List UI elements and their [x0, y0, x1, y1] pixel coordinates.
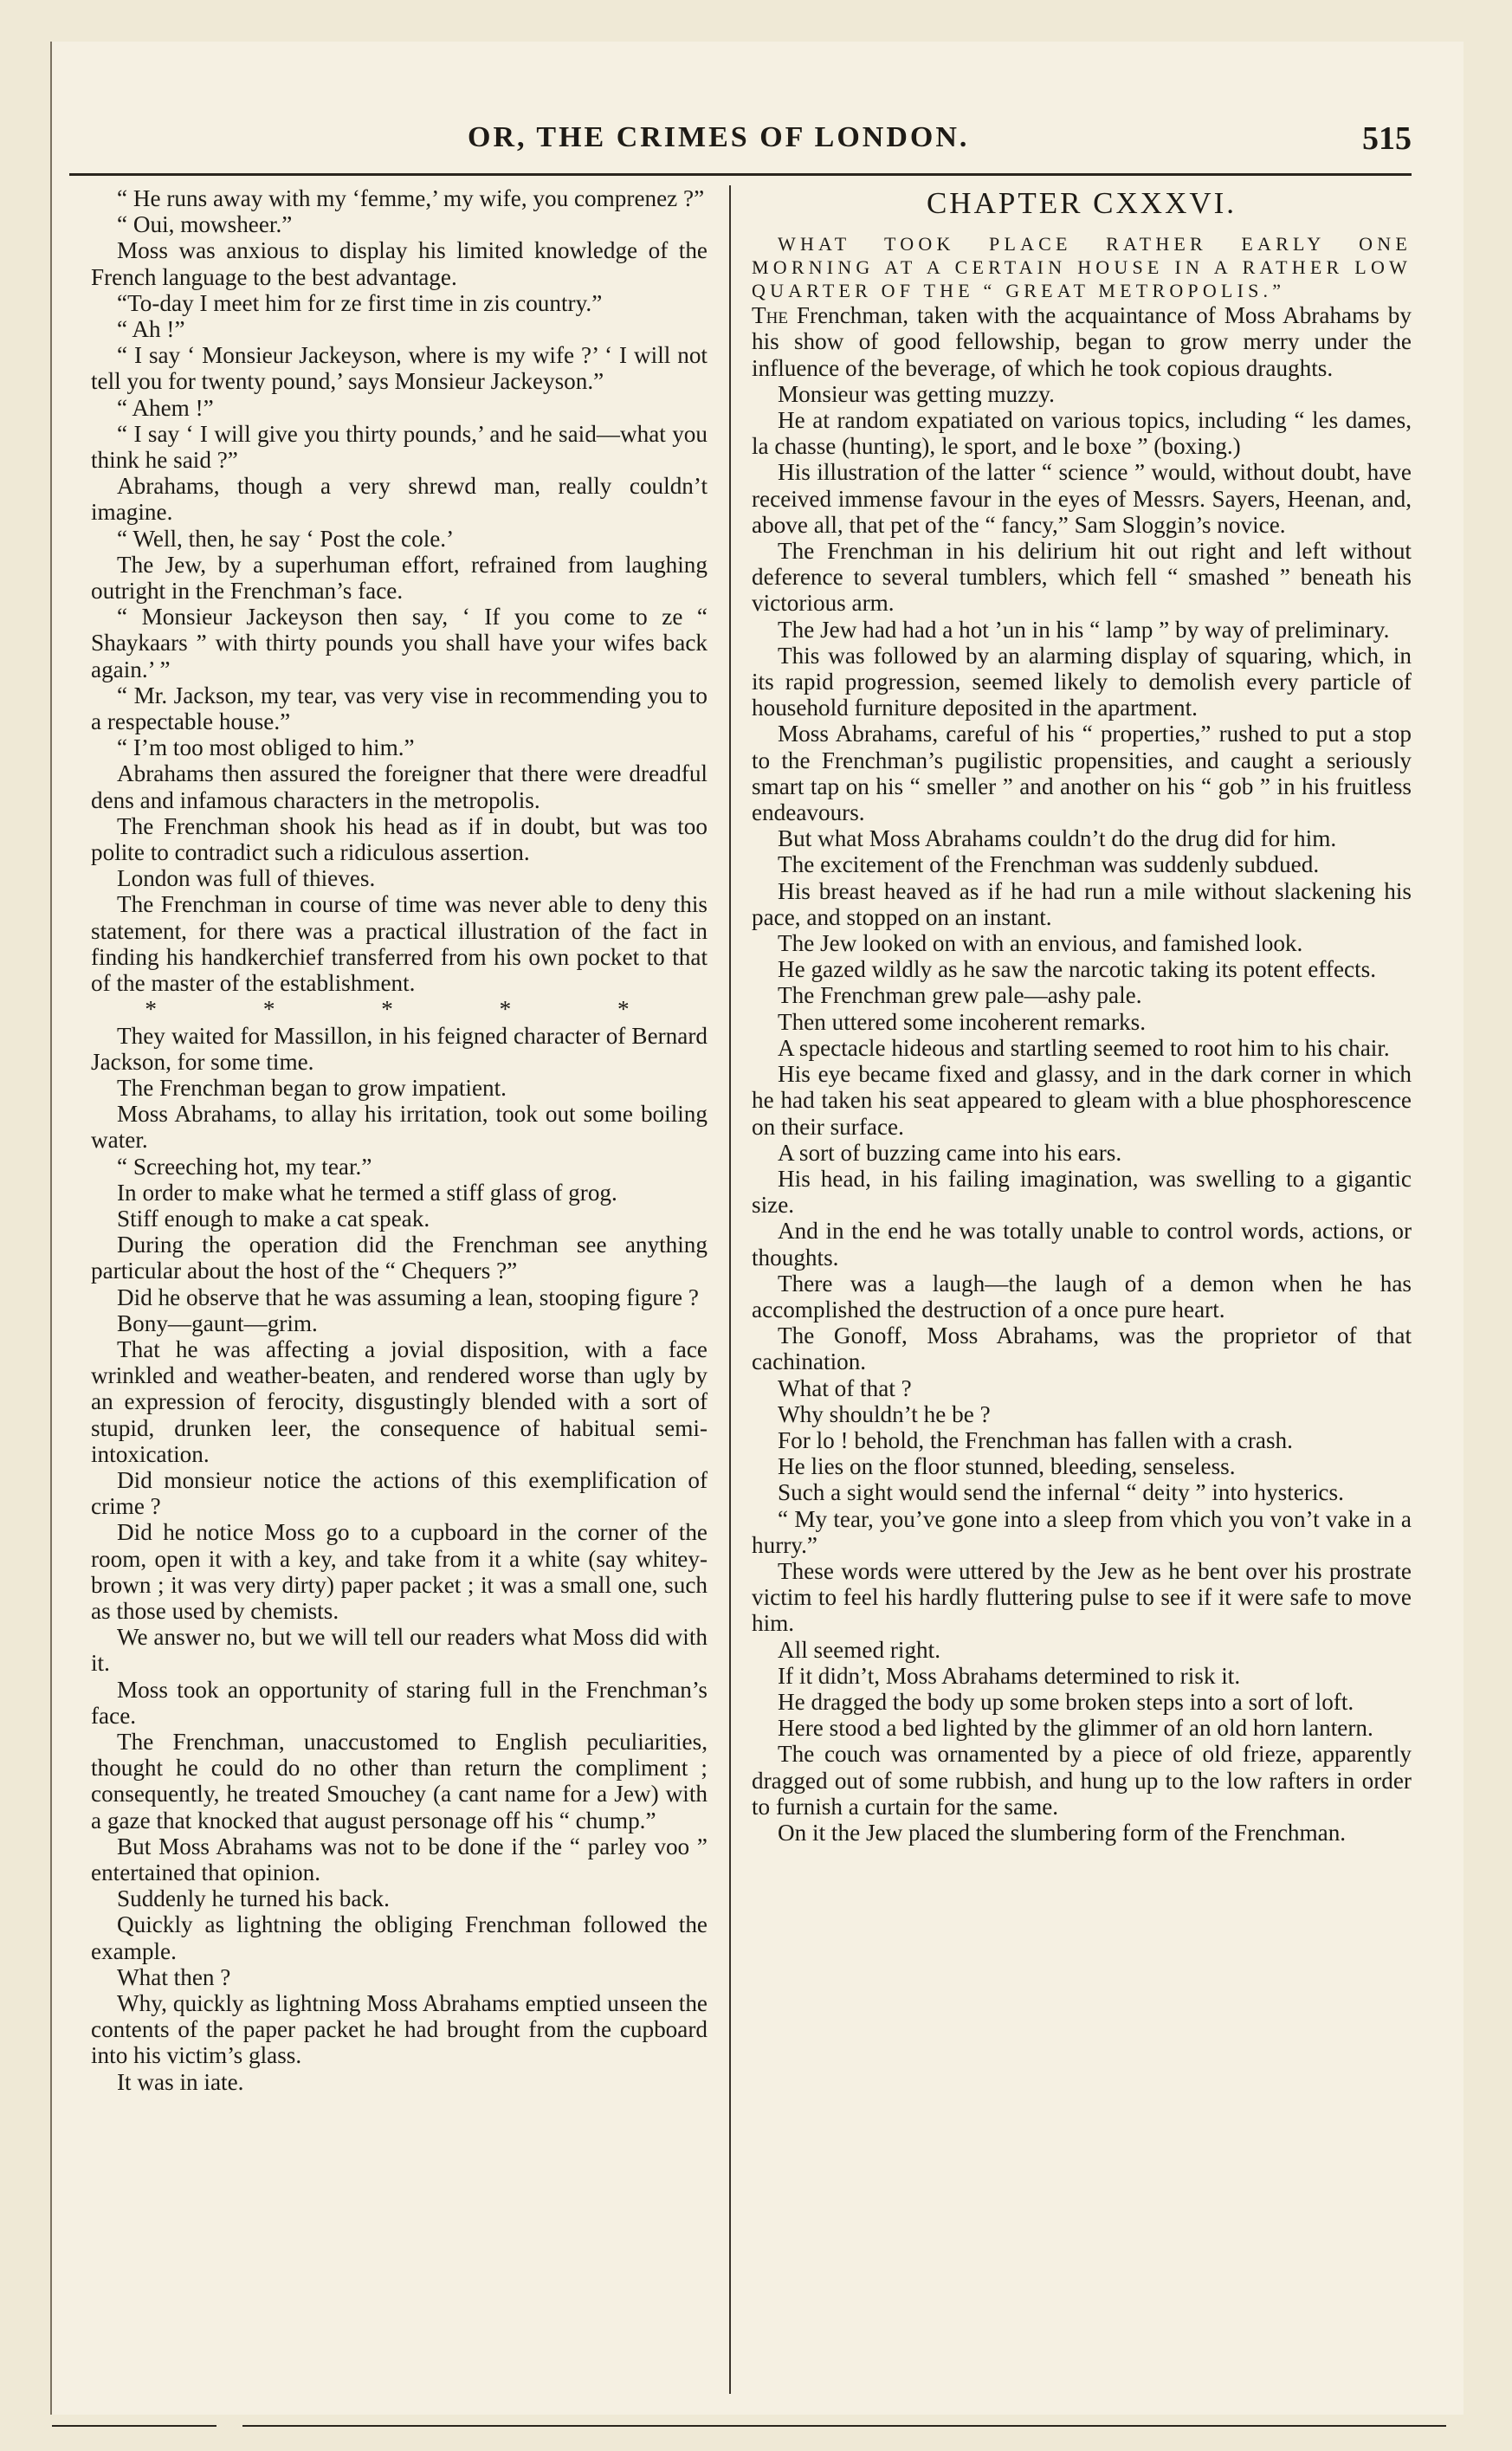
paragraph: They waited for Massillon, in his feigned character of Bernard Jackson, for some time. [91, 1022, 708, 1075]
paragraph: His illustration of the latter “ science ” would, without doubt, have received immense favour in the eyes of Messrs. Sayers, Heenan, and, above all, that pet of the “ fancy,” Sam Sloggin’s novice. [752, 459, 1412, 538]
paragraph: Suddenly he turned his back. [117, 1885, 390, 1912]
paragraph: Then uttered some incoherent remarks. [778, 1008, 1147, 1035]
paragraph: “ Ahem !” [117, 394, 214, 421]
paragraph: But Moss Abrahams was not to be done if the “ parley voo ” entertained that opinion. [91, 1833, 708, 1885]
paragraph: This was followed by an alarming display of squaring, which, in its rapid progression, seemed likely to demolish every particle of household furniture deposited in the apartment. [752, 642, 1412, 721]
paragraph: Here stood a bed lighted by the glimmer of an old horn lantern. [778, 1715, 1373, 1742]
paragraph: “ I say ‘ I will give you thirty pounds,’ and he said—what you think he said ?” [91, 420, 708, 474]
paragraph: London was full of thieves. [117, 865, 376, 892]
paragraph: “ Mr. Jackson, my tear, vas very vise in recommending you to a respectable house.” [91, 682, 708, 735]
paragraph: A spectacle hideous and startling seemed to root him to his chair. [778, 1034, 1390, 1061]
paragraph: He at random expatiated on various topics, including “ les dames, la chasse (hunting), le sport, and le boxe ” (boxing.) [752, 407, 1412, 460]
paragraph: He gazed wildly as he saw the narcotic taking its potent effects. [778, 956, 1377, 983]
paragraph: The Jew, by a superhuman effort, refrained from laughing outright in the Frenchman’s face. [91, 551, 708, 605]
paragraph: His breast heaved as if he had run a mile without slackening his pace, and stopped on an instant. [752, 877, 1412, 930]
paragraph: What of that ? [778, 1374, 912, 1401]
right-paragraphs [752, 381, 1412, 1846]
paragraph: And in the end he was totally unable to control words, actions, or thoughts. [752, 1218, 1412, 1271]
paragraph: The Frenchman grew pale—ashy pale. [778, 982, 1142, 1009]
paragraph: “ I say ‘ Monsieur Jackeyson, where is my wife ?’ ‘ I will not tell you for twenty pound,’ says Monsieur Jackeyson.” [91, 342, 708, 395]
paragraph: “ Well, then, he say ‘ Post the cole.’ [117, 525, 455, 552]
paragraph: “ Screeching hot, my tear.” [117, 1153, 372, 1180]
paragraph: If it didn’t, Moss Abrahams determined to risk it. [778, 1662, 1241, 1689]
column-divider [729, 185, 731, 2394]
paragraph: Did monsieur notice the actions of this exemplification of crime ? [91, 1466, 708, 1520]
paragraph: “ Oui, mowsheer.” [117, 211, 293, 238]
header-rule [69, 173, 1412, 176]
paragraph: Bony—gaunt—grim. [117, 1310, 318, 1336]
paragraph: Did he notice Moss go to a cupboard in the corner of the room, open it with a key, and take from it a white (say whitey-brown ; it was very dirty) paper packet ; it was a small one, such as those used by chemists. [91, 1519, 708, 1624]
right-column [752, 185, 1412, 1846]
paragraph: Quickly as lightning the obliging Frenchman followed the example. [91, 1911, 708, 1964]
paragraph: All seemed right. [778, 1636, 941, 1663]
paragraph: The Frenchman in course of time was never able to deny this statement, for there was a practical illustration of the fact in finding his handkerchief transferred from his own pocket to that of the master of the establishment. [91, 891, 708, 997]
paragraph: The Jew had had a hot ’un in his “ lamp ” by way of preliminary. [778, 616, 1390, 643]
footer-rule [242, 2425, 1446, 2427]
paragraph: Why shouldn’t he be ? [778, 1400, 991, 1427]
paragraph: The Frenchman shook his head as if in doubt, but was too polite to contradict such a ridiculous assertion. [91, 812, 708, 866]
paragraph: Moss Abrahams, careful of his “ properties,” rushed to put a stop to the Frenchman’s pugilistic propensities, and caught a seriously smart tap on his “ smeller ” and another on his “ gob ” in his fruitless endeavours. [752, 721, 1412, 826]
paragraph: Moss took an opportunity of staring full in the Frenchman’s face. [91, 1676, 708, 1729]
paragraph: During the operation did the Frenchman see anything particular about the host of the “ Chequers ?” [91, 1232, 708, 1284]
paragraph: Abrahams, though a very shrewd man, really couldn’t imagine. [91, 473, 708, 526]
paragraph: Moss Abrahams, to allay his irritation, took out some boiling water. [91, 1101, 708, 1154]
paragraph: The Frenchman in his delirium hit out right and left without deference to several tumblers, which fell “ smashed ” beneath his victorious arm. [752, 538, 1412, 617]
opening-rest: Frenchman, taken with the acquaintance of Moss Abrahams by his show of good fellowship, began to grow merry under the influence of the beverage, of which he took copious draughts. [752, 302, 1412, 381]
paragraph: His eye became fixed and glassy, and in the dark corner in which he had taken his seat appeared to gleam with a blue phosphorescence on their surface. [752, 1061, 1412, 1140]
paragraph: “To-day I meet him for ze first time in zis country.” [117, 289, 603, 316]
chapter-subtitle: WHAT TOOK PLACE RATHER EARLY ONE MORNING AT A CERTAIN HOUSE IN A RATHER LOW QUARTER OF THE “ GREAT METROPOLIS.” [752, 233, 1412, 302]
paragraph: But what Moss Abrahams couldn’t do the drug did for him. [778, 825, 1337, 852]
paragraph: “ He runs away with my ‘femme,’ my wife, you comprenez ?” [117, 185, 705, 211]
paragraph: Abrahams then assured the foreigner that there were dreadful dens and infamous characters in the metropolis. [91, 760, 708, 813]
paragraph: Why, quickly as lightning Moss Abrahams emptied unseen the contents of the paper packet he had brought from the cupboard into his victim’s glass. [91, 1990, 708, 2069]
paragraph: “ I’m too most obliged to him.” [117, 734, 415, 761]
left-column [91, 185, 708, 2095]
chapter-title: CHAPTER CXXXVI. [926, 186, 1237, 220]
paragraph: These words were uttered by the Jew as he bent over his prostrate victim to feel his hardly fluttering pulse to see if it were safe to move him. [752, 1557, 1412, 1637]
section-break-stars: * * * * * [145, 996, 680, 1023]
page-header [52, 78, 1412, 156]
footer-rule-left [52, 2425, 216, 2427]
paragraph: He dragged the body up some broken steps into a sort of loft. [778, 1688, 1354, 1715]
paragraph: Did he observe that he was assuming a lean, stooping figure ? [117, 1284, 699, 1310]
paragraph: “ My tear, you’ve gone into a sleep from vhich you von’t vake in a hurry.” [752, 1505, 1412, 1558]
paragraph: Monsieur was getting muzzy. [778, 380, 1055, 407]
paragraph: The Gonoff, Moss Abrahams, was the proprietor of that cachination. [752, 1323, 1412, 1375]
paragraph: In order to make what he termed a stiff glass of grog. [117, 1179, 617, 1206]
paragraph: Such a sight would send the infernal “ deity ” into hysterics. [778, 1479, 1344, 1506]
opening-paragraph [752, 302, 1412, 381]
book-page [50, 42, 1464, 2415]
paragraph: The Jew looked on with an envious, and famished look. [778, 930, 1303, 957]
paragraph: On it the Jew placed the slumbering form of the Frenchman. [778, 1819, 1347, 1846]
paragraph: The Frenchman, unaccustomed to English peculiarities, thought he could do no other than return the compliment ; consequently, he treated Smouchey (a cant name for a Jew) with a gaze that knocked that august personage off his “ chump.” [91, 1728, 708, 1833]
page-number: 515 [1362, 120, 1412, 157]
paragraph: The couch was ornamented by a piece of old frieze, apparently dragged out of some rubbish, and hung up to the low rafters in order to furnish a curtain for the same. [752, 1741, 1412, 1820]
paragraph: There was a laugh—the laugh of a demon when he has accomplished the destruction of a once pure heart. [752, 1270, 1412, 1323]
opening-word: The [752, 302, 788, 329]
paragraph: He lies on the floor stunned, bleeding, senseless. [778, 1453, 1236, 1480]
paragraph: The Frenchman began to grow impatient. [117, 1074, 507, 1101]
paragraph: For lo ! behold, the Frenchman has fallen with a crash. [778, 1426, 1293, 1453]
paragraph: That he was affecting a jovial disposition, with a face wrinkled and weather-beaten, and rendered worse than ugly by an expression of ferocity, disgustingly blended with a sort of stupid, drunken leer, the consequence of habitual semi-intoxication. [91, 1335, 708, 1467]
paragraph: “ Ah !” [117, 316, 185, 343]
paragraph: The excitement of the Frenchman was suddenly subdued. [778, 851, 1320, 878]
paragraph: “ Monsieur Jackeyson then say, ‘ If you come to ze “ Shaykaars ” with thirty pounds you shall have your wifes back again.’ ” [91, 604, 708, 682]
paragraph: We answer no, but we will tell our readers what Moss did with it. [91, 1624, 708, 1677]
paragraph: What then ? [117, 1963, 231, 1990]
paragraph: Stiff enough to make a cat speak. [117, 1205, 430, 1232]
paragraph: His head, in his failing imagination, was swelling to a gigantic size. [752, 1165, 1412, 1219]
paragraph: A sort of buzzing came into his ears. [778, 1139, 1122, 1166]
paragraph: Moss was anxious to display his limited knowledge of the French language to the best advantage. [91, 237, 708, 290]
paragraph: It was in iate. [117, 2068, 244, 2095]
running-title: OR, THE CRIMES OF LONDON. [468, 121, 970, 153]
